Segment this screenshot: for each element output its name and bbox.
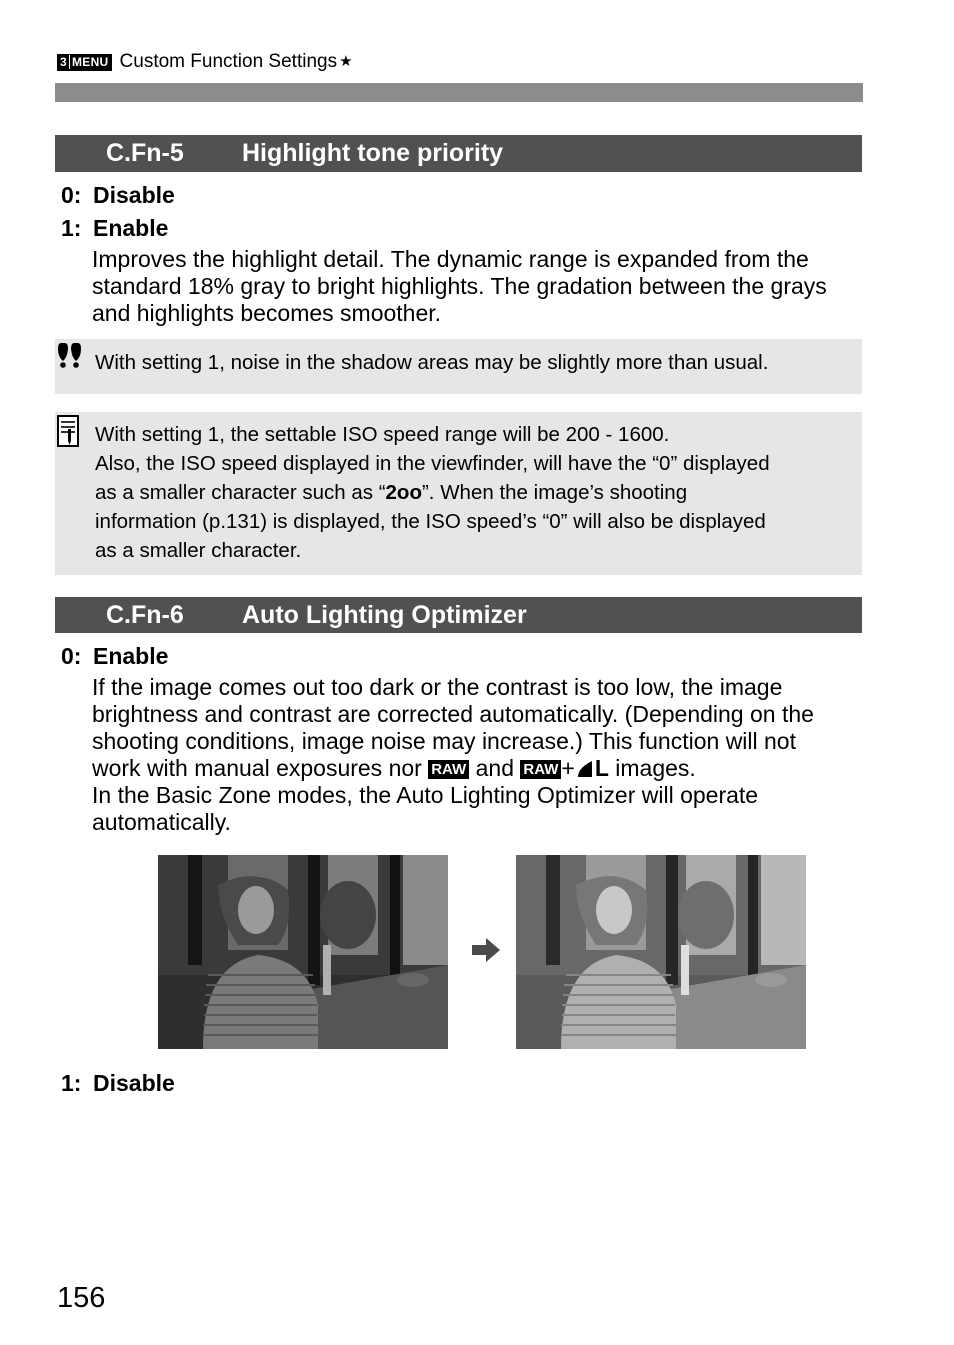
enable-description — [92, 246, 862, 327]
option-label: Disable — [93, 182, 175, 208]
photo-before — [158, 855, 448, 1049]
breadcrumb: 3 MENU Custom Function Settings ★ — [57, 50, 353, 74]
menu-icon — [57, 54, 112, 71]
section-title: Auto Lighting Optimizer — [242, 600, 527, 629]
page-number: 156 — [57, 1282, 106, 1314]
text-line: With setting 1, the settable ISO speed range will be 200 - 1600. — [95, 423, 670, 446]
memo-text — [95, 420, 840, 565]
photo-after — [516, 855, 806, 1049]
option-label: Enable — [93, 215, 169, 241]
header-rule — [55, 83, 863, 102]
caution-text: With setting 1, noise in the shadow areas may be slightly more than usual. — [95, 351, 769, 374]
text-line: automatically. — [92, 809, 231, 835]
memo-icon — [57, 415, 79, 447]
section-title: Highlight tone priority — [242, 139, 504, 167]
option-number: 0: — [61, 182, 82, 208]
text-line: standard 18% gray to bright highlights. The gradation between the grays — [92, 273, 827, 299]
arrow-right-icon — [470, 937, 502, 963]
text-line — [95, 478, 840, 507]
text-fragment: ”. When the image’s shooting — [421, 481, 688, 504]
text-line: brightness and contrast are corrected automatically. (Depending on the — [92, 701, 814, 727]
option-disable — [61, 180, 175, 210]
iso-sample: 2oo — [385, 481, 422, 504]
raw-icon: RAW — [428, 760, 469, 779]
menu-icon-number: 3 — [60, 55, 70, 69]
section-code: C.Fn-5 — [106, 139, 184, 167]
section-header-cfn6 — [55, 597, 862, 633]
section-header-cfn5 — [55, 135, 862, 172]
raw-icon: RAW — [520, 760, 561, 779]
option-number: 1: — [61, 1070, 82, 1096]
text-line: Also, the ISO speed displayed in the viewfinder, will have the “0” displayed — [95, 452, 770, 475]
option-number: 0: — [61, 643, 82, 669]
text-line — [92, 755, 862, 782]
menu-icon-label: MENU — [71, 54, 109, 69]
text-line: as a smaller character. — [95, 539, 302, 562]
option-label: Disable — [93, 1070, 175, 1096]
option-number: 1: — [61, 215, 82, 241]
caution-icon — [57, 341, 85, 369]
section-code: C.Fn-6 — [106, 600, 184, 629]
caution-box — [55, 339, 862, 394]
jpeg-quality-icon — [577, 760, 593, 778]
text-line: and highlights becomes smoother. — [92, 300, 442, 326]
option-label: Enable — [93, 643, 169, 669]
alo-description — [92, 674, 862, 836]
photo-after-image — [516, 855, 806, 1049]
text-line: information (p.131) is displayed, the ISO speed’s “0” will also be displayed — [95, 510, 766, 533]
text-line: Improves the highlight detail. The dynamic range is expanded from the — [92, 246, 809, 272]
option-enable — [61, 641, 168, 671]
option-disable — [61, 1068, 175, 1098]
text-line: In the Basic Zone modes, the Auto Lighting Optimizer will operate — [92, 782, 759, 808]
text-fragment: and — [469, 755, 521, 781]
text-fragment: images. — [608, 755, 696, 781]
memo-box — [55, 412, 862, 575]
text-fragment: work with manual exposures nor — [92, 755, 429, 781]
text-line: shooting conditions, image noise may increase.) This function will not — [92, 728, 796, 754]
quality-letter: L — [594, 755, 609, 781]
plus-sign: + — [561, 755, 575, 781]
photo-before-image — [158, 855, 448, 1049]
page-header-title: Custom Function Settings — [119, 51, 338, 72]
text-fragment: as a smaller character such as “ — [95, 481, 386, 504]
option-enable — [61, 213, 168, 243]
text-line: If the image comes out too dark or the contrast is too low, the image — [92, 674, 783, 700]
